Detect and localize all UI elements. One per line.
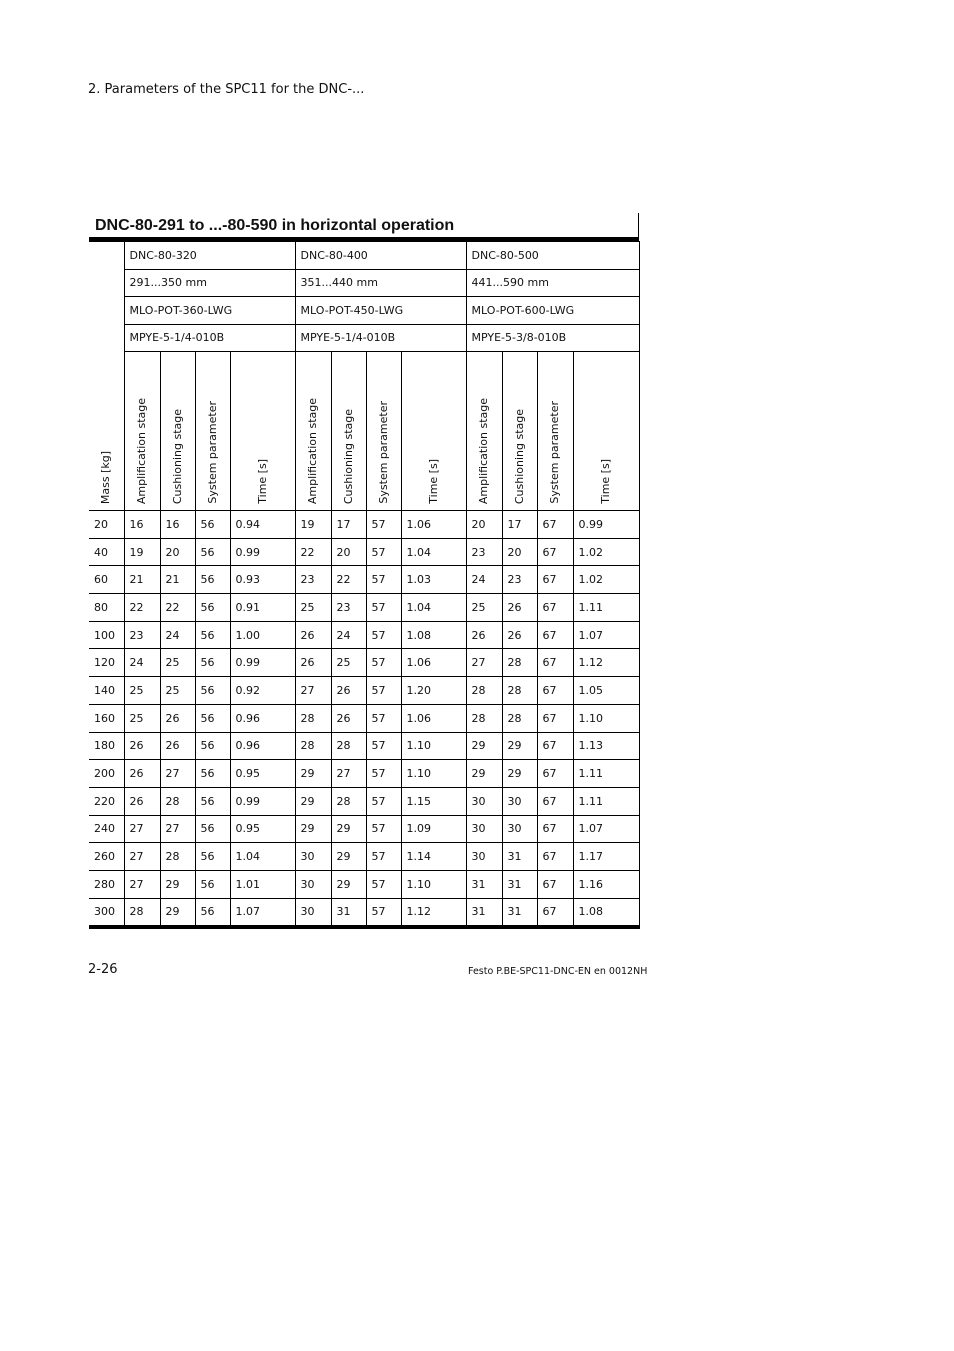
value-cell: 29 (331, 843, 366, 871)
value-cell: 16 (160, 511, 195, 539)
value-cell: 20 (502, 538, 537, 566)
column-header-cell (466, 352, 502, 511)
column-header-cell (160, 352, 195, 511)
group-3-stroke: 441...590 mm (466, 269, 639, 297)
value-cell: 1.10 (401, 760, 466, 788)
value-cell: 29 (295, 787, 331, 815)
value-cell: 26 (331, 677, 366, 705)
value-cell: 25 (295, 594, 331, 622)
value-cell: 26 (124, 760, 160, 788)
value-cell: 30 (466, 815, 502, 843)
mass-cell: 20 (89, 511, 124, 539)
value-cell: 0.91 (230, 594, 295, 622)
potentiometer-row (89, 297, 639, 325)
value-cell: 31 (331, 898, 366, 927)
mass-cell: 160 (89, 704, 124, 732)
value-cell: 67 (537, 704, 573, 732)
value-cell: 22 (160, 594, 195, 622)
value-cell: 67 (537, 815, 573, 843)
table-title: DNC-80-291 to ...-80-590 in horizontal operation (89, 213, 639, 241)
value-cell: 1.10 (573, 704, 639, 732)
value-cell: 26 (295, 649, 331, 677)
table-row (89, 787, 639, 815)
value-cell: 1.07 (573, 621, 639, 649)
group-3-pot: MLO-POT-600-LWG (466, 297, 639, 325)
value-cell: 24 (466, 566, 502, 594)
value-cell: 0.96 (230, 704, 295, 732)
value-cell: 1.05 (573, 677, 639, 705)
mass-cell: 120 (89, 649, 124, 677)
value-cell: 20 (160, 538, 195, 566)
value-cell: 1.08 (573, 898, 639, 927)
mass-label: Mass [kg] (99, 450, 113, 504)
value-cell: 0.99 (573, 511, 639, 539)
column-header-cell (502, 352, 537, 511)
value-cell: 1.10 (401, 732, 466, 760)
value-cell: 30 (295, 843, 331, 871)
value-cell: 0.96 (230, 732, 295, 760)
value-cell: 1.02 (573, 538, 639, 566)
value-cell: 28 (466, 677, 502, 705)
column-header-label: Cushioning stage (170, 408, 184, 504)
parameter-table (89, 241, 640, 929)
value-cell: 67 (537, 898, 573, 927)
value-cell: 23 (331, 594, 366, 622)
value-cell: 29 (502, 732, 537, 760)
value-cell: 28 (295, 732, 331, 760)
value-cell: 26 (295, 621, 331, 649)
table-row (89, 538, 639, 566)
value-cell: 57 (366, 704, 401, 732)
value-cell: 31 (466, 898, 502, 927)
value-cell: 1.16 (573, 870, 639, 898)
value-cell: 29 (160, 870, 195, 898)
value-cell: 0.93 (230, 566, 295, 594)
value-cell: 57 (366, 787, 401, 815)
value-cell: 1.04 (401, 594, 466, 622)
value-cell: 29 (331, 870, 366, 898)
value-cell: 56 (195, 538, 230, 566)
value-cell: 26 (502, 594, 537, 622)
value-cell: 1.02 (573, 566, 639, 594)
value-cell: 25 (124, 677, 160, 705)
value-cell: 67 (537, 594, 573, 622)
value-cell: 30 (295, 870, 331, 898)
value-cell: 67 (537, 843, 573, 871)
column-header-label: Amplification stage (306, 397, 319, 504)
table-row (89, 898, 639, 927)
value-cell: 1.17 (573, 843, 639, 871)
table-row (89, 677, 639, 705)
value-cell: 31 (502, 843, 537, 871)
value-cell: 56 (195, 760, 230, 788)
mass-cell: 140 (89, 677, 124, 705)
value-cell: 21 (160, 566, 195, 594)
value-cell: 67 (537, 566, 573, 594)
table-row (89, 760, 639, 788)
value-cell: 1.08 (401, 621, 466, 649)
value-cell: 25 (160, 677, 195, 705)
value-cell: 1.04 (230, 843, 295, 871)
value-cell: 57 (366, 621, 401, 649)
value-cell: 1.01 (230, 870, 295, 898)
value-cell: 67 (537, 870, 573, 898)
value-cell: 31 (466, 870, 502, 898)
value-cell: 23 (124, 621, 160, 649)
table-row (89, 870, 639, 898)
group-2-valve: MPYE-5-1/4-010B (295, 324, 466, 352)
value-cell: 0.95 (230, 760, 295, 788)
value-cell: 57 (366, 898, 401, 927)
value-cell: 28 (160, 787, 195, 815)
table-row (89, 511, 639, 539)
value-cell: 28 (502, 704, 537, 732)
value-cell: 0.99 (230, 649, 295, 677)
value-cell: 17 (331, 511, 366, 539)
value-cell: 0.95 (230, 815, 295, 843)
value-cell: 29 (466, 760, 502, 788)
value-cell: 56 (195, 732, 230, 760)
value-cell: 22 (295, 538, 331, 566)
value-cell: 1.09 (401, 815, 466, 843)
value-cell: 57 (366, 677, 401, 705)
value-cell: 1.10 (401, 870, 466, 898)
value-cell: 27 (160, 815, 195, 843)
value-cell: 67 (537, 787, 573, 815)
value-cell: 23 (466, 538, 502, 566)
value-cell: 25 (466, 594, 502, 622)
value-cell: 28 (502, 649, 537, 677)
value-cell: 1.12 (573, 649, 639, 677)
mass-cell: 100 (89, 621, 124, 649)
document-reference: Festo P.BE-SPC11-DNC-EN en 0012NH (468, 966, 648, 977)
value-cell: 28 (331, 787, 366, 815)
value-cell: 21 (124, 566, 160, 594)
table-row (89, 815, 639, 843)
value-cell: 56 (195, 677, 230, 705)
value-cell: 26 (331, 704, 366, 732)
parameter-table-block (89, 213, 639, 929)
column-header-label: Time [s] (599, 459, 612, 504)
value-cell: 23 (295, 566, 331, 594)
value-cell: 56 (195, 843, 230, 871)
value-cell: 17 (502, 511, 537, 539)
value-cell: 1.07 (573, 815, 639, 843)
value-cell: 30 (295, 898, 331, 927)
column-header-cell (366, 352, 401, 511)
column-header-cell (230, 352, 295, 511)
value-cell: 27 (160, 760, 195, 788)
column-header-cell (124, 352, 160, 511)
group-3-valve: MPYE-5-3/8-010B (466, 324, 639, 352)
value-cell: 26 (124, 787, 160, 815)
value-cell: 57 (366, 760, 401, 788)
value-cell: 26 (160, 732, 195, 760)
mass-cell: 180 (89, 732, 124, 760)
value-cell: 56 (195, 787, 230, 815)
value-cell: 31 (502, 870, 537, 898)
value-cell: 30 (466, 787, 502, 815)
value-cell: 1.06 (401, 649, 466, 677)
value-cell: 67 (537, 538, 573, 566)
column-header-label: Cushioning stage (512, 408, 526, 504)
value-cell: 57 (366, 566, 401, 594)
value-cell: 67 (537, 760, 573, 788)
column-header-label: System parameter (205, 401, 219, 504)
value-cell: 56 (195, 704, 230, 732)
group-1-valve: MPYE-5-1/4-010B (124, 324, 295, 352)
value-cell: 1.04 (401, 538, 466, 566)
value-cell: 26 (466, 621, 502, 649)
mass-cell: 200 (89, 760, 124, 788)
value-cell: 29 (160, 898, 195, 927)
column-header-cell (573, 352, 639, 511)
value-cell: 20 (466, 511, 502, 539)
group-1-cylinder: DNC-80-320 (124, 242, 295, 270)
value-cell: 19 (295, 511, 331, 539)
table-row (89, 566, 639, 594)
group-2-stroke: 351...440 mm (295, 269, 466, 297)
mass-cell: 280 (89, 870, 124, 898)
value-cell: 22 (124, 594, 160, 622)
value-cell: 56 (195, 870, 230, 898)
mass-cell: 260 (89, 843, 124, 871)
value-cell: 28 (331, 732, 366, 760)
value-cell: 57 (366, 843, 401, 871)
valve-row (89, 324, 639, 352)
value-cell: 29 (331, 815, 366, 843)
value-cell: 57 (366, 594, 401, 622)
value-cell: 27 (295, 677, 331, 705)
table-row (89, 621, 639, 649)
column-header-cell (195, 352, 230, 511)
value-cell: 56 (195, 898, 230, 927)
value-cell: 1.06 (401, 704, 466, 732)
mass-cell: 80 (89, 594, 124, 622)
value-cell: 28 (160, 843, 195, 871)
value-cell: 1.11 (573, 787, 639, 815)
value-cell: 0.99 (230, 787, 295, 815)
column-header-cell (295, 352, 331, 511)
value-cell: 56 (195, 511, 230, 539)
column-header-label: Cushioning stage (341, 408, 355, 504)
column-header-cell (537, 352, 573, 511)
value-cell: 1.03 (401, 566, 466, 594)
value-cell: 28 (502, 677, 537, 705)
mass-cell: 40 (89, 538, 124, 566)
page-number: 2-26 (88, 962, 118, 977)
value-cell: 24 (124, 649, 160, 677)
value-cell: 27 (331, 760, 366, 788)
value-cell: 23 (502, 566, 537, 594)
group-2-pot: MLO-POT-450-LWG (295, 297, 466, 325)
group-3-cylinder: DNC-80-500 (466, 242, 639, 270)
value-cell: 19 (124, 538, 160, 566)
value-cell: 57 (366, 815, 401, 843)
table-row (89, 594, 639, 622)
mass-cell: 60 (89, 566, 124, 594)
value-cell: 26 (124, 732, 160, 760)
cylinder-row (89, 242, 639, 270)
stroke-row (89, 269, 639, 297)
group-2-cylinder: DNC-80-400 (295, 242, 466, 270)
table-row (89, 843, 639, 871)
value-cell: 28 (295, 704, 331, 732)
value-cell: 0.92 (230, 677, 295, 705)
column-header-label: System parameter (548, 401, 561, 504)
value-cell: 28 (466, 704, 502, 732)
column-header-label: Time [s] (426, 459, 440, 504)
value-cell: 22 (331, 566, 366, 594)
value-cell: 67 (537, 649, 573, 677)
value-cell: 67 (537, 511, 573, 539)
value-cell: 1.15 (401, 787, 466, 815)
value-cell: 1.07 (230, 898, 295, 927)
value-cell: 24 (160, 621, 195, 649)
value-cell: 57 (366, 649, 401, 677)
mass-cell: 220 (89, 787, 124, 815)
column-header-label: Amplification stage (135, 397, 148, 504)
column-header-label: Time [s] (255, 459, 269, 504)
group-1-pot: MLO-POT-360-LWG (124, 297, 295, 325)
value-cell: 28 (124, 898, 160, 927)
value-cell: 57 (366, 538, 401, 566)
value-cell: 56 (195, 649, 230, 677)
mass-cell: 240 (89, 815, 124, 843)
mass-header-cell (89, 242, 124, 511)
value-cell: 30 (502, 787, 537, 815)
value-cell: 1.13 (573, 732, 639, 760)
value-cell: 1.11 (573, 594, 639, 622)
column-header-label: Amplification stage (477, 397, 490, 504)
table-row (89, 732, 639, 760)
value-cell: 57 (366, 511, 401, 539)
column-header-label: System parameter (376, 401, 390, 504)
value-cell: 26 (502, 621, 537, 649)
value-cell: 24 (331, 621, 366, 649)
value-cell: 29 (502, 760, 537, 788)
value-cell: 0.99 (230, 538, 295, 566)
column-header-cell (331, 352, 366, 511)
value-cell: 30 (466, 843, 502, 871)
value-cell: 26 (160, 704, 195, 732)
value-cell: 16 (124, 511, 160, 539)
table-row (89, 704, 639, 732)
column-header-row (89, 352, 639, 511)
mass-cell: 300 (89, 898, 124, 927)
value-cell: 0.94 (230, 511, 295, 539)
value-cell: 29 (295, 815, 331, 843)
group-1-stroke: 291...350 mm (124, 269, 295, 297)
value-cell: 56 (195, 594, 230, 622)
value-cell: 20 (331, 538, 366, 566)
value-cell: 27 (466, 649, 502, 677)
value-cell: 56 (195, 621, 230, 649)
value-cell: 1.06 (401, 511, 466, 539)
value-cell: 57 (366, 870, 401, 898)
value-cell: 25 (124, 704, 160, 732)
running-header: 2. Parameters of the SPC11 for the DNC-... (88, 82, 365, 97)
value-cell: 67 (537, 732, 573, 760)
value-cell: 29 (466, 732, 502, 760)
value-cell: 29 (295, 760, 331, 788)
value-cell: 1.00 (230, 621, 295, 649)
value-cell: 56 (195, 815, 230, 843)
value-cell: 25 (331, 649, 366, 677)
value-cell: 27 (124, 843, 160, 871)
value-cell: 1.14 (401, 843, 466, 871)
value-cell: 27 (124, 870, 160, 898)
value-cell: 31 (502, 898, 537, 927)
value-cell: 1.12 (401, 898, 466, 927)
value-cell: 67 (537, 677, 573, 705)
column-header-cell (401, 352, 466, 511)
value-cell: 30 (502, 815, 537, 843)
value-cell: 1.11 (573, 760, 639, 788)
value-cell: 1.20 (401, 677, 466, 705)
value-cell: 57 (366, 732, 401, 760)
table-row (89, 649, 639, 677)
value-cell: 67 (537, 621, 573, 649)
value-cell: 56 (195, 566, 230, 594)
value-cell: 27 (124, 815, 160, 843)
value-cell: 25 (160, 649, 195, 677)
